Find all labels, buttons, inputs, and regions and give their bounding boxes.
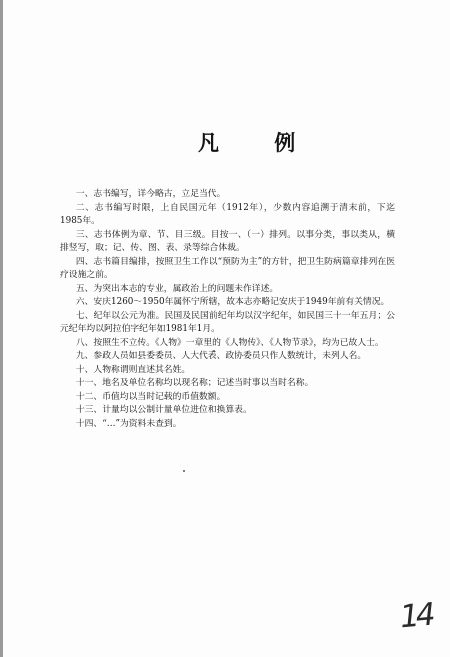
convention-item: 六、安庆1260～1950年属怀宁所辖，故本志亦略记安庆于1949年前有关情况。 — [75, 297, 390, 307]
convention-item: 十三、计量均以公制计量单位进位和换算表。 — [75, 405, 252, 415]
conventions-list — [60, 188, 395, 431]
convention-item: 十二、币值均以当时记载的币值数额。 — [75, 391, 226, 402]
convention-item: 十一、地名及单位名称均以现名称；记述当时事以当时名称。 — [75, 378, 314, 388]
convention-item: 七、纪年以公元为准。民国及民国前纪年均以汉字纪年，如民国三十一年五月；公元纪年均以阿拉伯字纪年如1981年1月。 — [60, 310, 395, 334]
handwritten-page-number: 14 — [398, 596, 433, 636]
convention-item: 九、参政人员如县委委员、人大代表、政协委员只作人数统计，未列人名。 — [75, 351, 367, 361]
convention-item: 八、按照生不立传。《人物》一章里的《人物传》、《人物节录》，均为已故人士。 — [75, 337, 384, 348]
scan-speck — [183, 470, 185, 472]
convention-item: 三、志书体例为章、节、目三级。目按一、（一）排列。以事分类，事以类从，横排竖写，取；记、传、图、表、录等综合体裁。 — [60, 229, 395, 253]
scan-edge — [0, 0, 3, 657]
convention-item: 五、为突出本志的专业，属政治上的问题未作详述。 — [75, 283, 279, 294]
convention-item: 十、人物称谓则直述其名姓。 — [75, 364, 191, 375]
convention-item: 四、志书篇目编排，按照卫生工作以“预防为主”的方针，把卫生防病篇章排列在医疗设施之前。 — [60, 256, 395, 280]
convention-item: 一、志书编写，详今略古，立足当代。 — [75, 189, 226, 199]
page-title: 凡 例 — [198, 130, 320, 155]
convention-item: 十四、“…”为资料未查到。 — [75, 418, 182, 429]
convention-item: 二、志书编写时限，上自民国元年（1912年），少数内容追溯于清末前，下迄1985年。 — [60, 202, 395, 226]
